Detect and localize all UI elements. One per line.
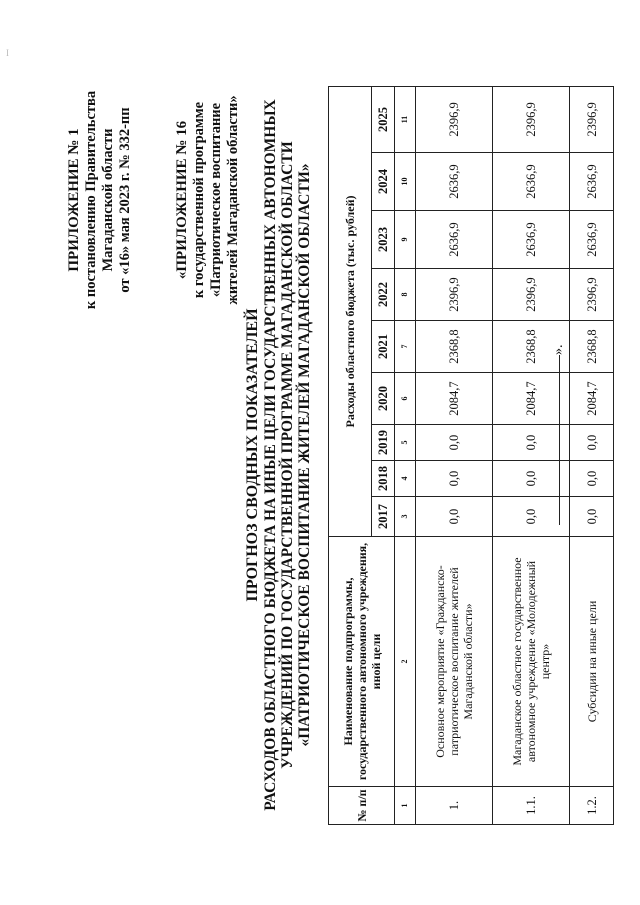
appendix-1-line: от «16» мая 2023 г. № 332-пп bbox=[117, 107, 133, 293]
appendix-16-header: «ПРИЛОЖЕНИЕ № 16 bbox=[174, 120, 190, 280]
header-year: 2025 bbox=[372, 86, 395, 152]
row-value: 0,0 bbox=[570, 497, 614, 537]
row-value: 0,0 bbox=[493, 497, 570, 537]
title-line: УЧРЕЖДЕНИЙ ПО ГОСУДАРСТВЕННОЙ ПРОГРАММЕ МАГАДАНСКОЙ ОБЛАСТИ bbox=[279, 141, 296, 769]
row-name: Субсидии на иные цели bbox=[570, 537, 614, 787]
header-year: 2017 bbox=[372, 497, 395, 537]
document-title bbox=[244, 85, 313, 825]
row-value: 2084,7 bbox=[493, 373, 570, 425]
column-number: 9 bbox=[395, 211, 416, 269]
row-value: 2636,9 bbox=[416, 211, 493, 269]
row-value: 0,0 bbox=[570, 425, 614, 461]
row-name: Магаданское областное государственное автономное учреждение «Молодежный центр» bbox=[493, 537, 570, 787]
row-value: 2368,8 bbox=[416, 321, 493, 373]
header-year: 2020 bbox=[372, 373, 395, 425]
column-number: 5 bbox=[395, 425, 416, 461]
header-year: 2018 bbox=[372, 461, 395, 497]
row-value: 0,0 bbox=[416, 461, 493, 497]
table-row bbox=[570, 86, 614, 824]
appendix-1-line: Магаданской области bbox=[100, 128, 116, 272]
header-year: 2019 bbox=[372, 425, 395, 461]
row-value: 0,0 bbox=[416, 497, 493, 537]
row-value: 2636,9 bbox=[493, 153, 570, 211]
row-value: 2636,9 bbox=[416, 153, 493, 211]
column-number-row bbox=[395, 86, 416, 824]
header-year: 2021 bbox=[372, 321, 395, 373]
row-value: 2084,7 bbox=[570, 373, 614, 425]
row-value: 2396,9 bbox=[493, 269, 570, 321]
header-expenses: Расходы областного бюджета (тыс. рублей) bbox=[329, 86, 372, 536]
appendix-1-header: ПРИЛОЖЕНИЕ № 1 bbox=[66, 128, 82, 272]
row-name: Основное мероприятие «Гражданско-патриотическое воспитание жителей Магаданской области» bbox=[416, 537, 493, 787]
row-value: 0,0 bbox=[416, 425, 493, 461]
closing-mark bbox=[551, 345, 567, 526]
column-number: 2 bbox=[395, 537, 416, 787]
table-row bbox=[416, 86, 493, 824]
column-number: 8 bbox=[395, 269, 416, 321]
header-number: № п/п bbox=[329, 787, 395, 825]
appendix-16-block bbox=[174, 80, 242, 320]
appendix-1-block bbox=[66, 80, 134, 320]
header-year: 2023 bbox=[372, 211, 395, 269]
row-value: 0,0 bbox=[493, 425, 570, 461]
appendix-16-line: жителей Магаданской области» bbox=[225, 95, 241, 305]
title-line-1: ПРОГНОЗ СВОДНЫХ ПОКАЗАТЕЛЕЙ bbox=[244, 308, 261, 602]
appendix-16-line: «Патриотическое воспитание bbox=[208, 102, 224, 298]
column-number: 4 bbox=[395, 461, 416, 497]
row-value: 2368,8 bbox=[570, 321, 614, 373]
title-line: «ПАТРИОТИЧЕСКОЕ ВОСПИТАНИЕ ЖИТЕЛЕЙ МАГАДАНСКОЙ ОБЛАСТИ» bbox=[296, 163, 313, 747]
header-year: 2024 bbox=[372, 153, 395, 211]
row-number: 1.1. bbox=[493, 787, 570, 825]
column-number: 11 bbox=[395, 86, 416, 152]
row-value: 2396,9 bbox=[493, 86, 570, 152]
closing-line bbox=[558, 355, 560, 525]
header-name: Наименование подпрограммы, государственного автономного учреждения, иной цели bbox=[329, 537, 395, 787]
closing-quote: ». bbox=[551, 344, 566, 355]
row-value: 2636,9 bbox=[570, 153, 614, 211]
row-value: 2636,9 bbox=[570, 211, 614, 269]
row-value: 2396,9 bbox=[570, 86, 614, 152]
header-year: 2022 bbox=[372, 269, 395, 321]
row-value: 2368,8 bbox=[493, 321, 570, 373]
appendix-16-line: к государственной программе bbox=[191, 101, 207, 299]
column-number: 10 bbox=[395, 153, 416, 211]
appendix-1-line: к постановлению Правительства bbox=[83, 90, 99, 310]
row-value: 2396,9 bbox=[416, 86, 493, 152]
margin-mark: I bbox=[6, 48, 9, 58]
expenses-table bbox=[328, 86, 614, 825]
row-value: 0,0 bbox=[493, 461, 570, 497]
column-number: 3 bbox=[395, 497, 416, 537]
row-value: 2084,7 bbox=[416, 373, 493, 425]
column-number: 7 bbox=[395, 321, 416, 373]
title-line: РАСХОДОВ ОБЛАСТНОГО БЮДЖЕТА НА ИНЫЕ ЦЕЛИ ГОСУДАРСТВЕННЫХ АВТОНОМНЫХ bbox=[262, 99, 279, 811]
row-value: 0,0 bbox=[570, 461, 614, 497]
column-number: 1 bbox=[395, 787, 416, 825]
column-number: 6 bbox=[395, 373, 416, 425]
row-value: 2396,9 bbox=[416, 269, 493, 321]
row-number: 1. bbox=[416, 787, 493, 825]
row-value: 2636,9 bbox=[493, 211, 570, 269]
row-number: 1.2. bbox=[570, 787, 614, 825]
row-value: 2396,9 bbox=[570, 269, 614, 321]
